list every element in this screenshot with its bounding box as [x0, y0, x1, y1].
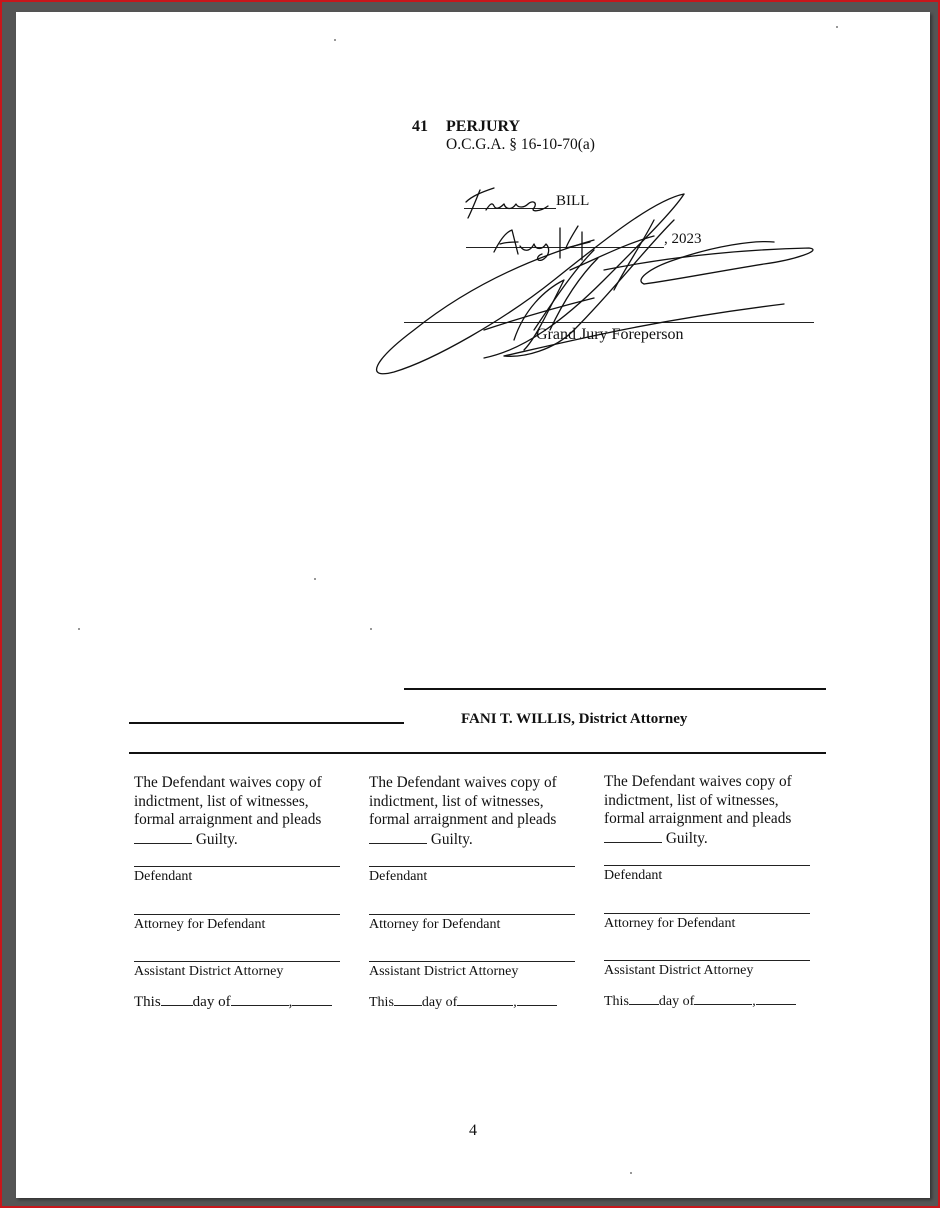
defendant-label: Defendant — [369, 869, 428, 884]
da-signature-line — [404, 688, 826, 690]
defendant-label: Defendant — [134, 869, 193, 884]
defendant-column-2 — [369, 774, 579, 1012]
attorney-signature-line[interactable] — [134, 914, 340, 915]
page-number: 4 — [469, 1122, 477, 1139]
day-blank[interactable] — [629, 991, 659, 1005]
ada-label: Assistant District Attorney — [134, 964, 284, 979]
date-of-plea-line — [604, 991, 814, 1012]
date-of-plea-line — [369, 992, 579, 1013]
day-blank[interactable] — [161, 992, 193, 1006]
bill-label: BILL — [556, 193, 590, 209]
day-of-label: day of — [421, 994, 458, 1010]
defendant-label: Defendant — [604, 868, 663, 883]
count-number: 41 — [412, 118, 428, 135]
document-page — [16, 12, 930, 1198]
month-blank[interactable] — [457, 992, 513, 1006]
foreperson-label: Grand Jury Foreperson — [536, 326, 684, 343]
attorney-signature-line[interactable] — [369, 914, 575, 915]
day-of-label: day of — [192, 993, 231, 1010]
guilty-label: Guilty. — [430, 830, 473, 848]
comma: , — [752, 993, 756, 1009]
ada-signature-line[interactable] — [369, 961, 575, 962]
year-blank[interactable] — [517, 992, 557, 1006]
month-blank[interactable] — [694, 991, 752, 1005]
district-attorney-name: FANI T. WILLIS, District Attorney — [461, 711, 688, 727]
this-label: This — [134, 993, 161, 1010]
attorney-signature-line[interactable] — [604, 913, 810, 914]
attorney-label: Attorney for Defendant — [604, 915, 736, 931]
scan-speck — [334, 39, 336, 41]
scan-speck — [630, 1172, 632, 1174]
plea-blank[interactable] — [134, 830, 192, 844]
scan-speck — [370, 628, 372, 630]
year-blank[interactable] — [292, 992, 332, 1006]
year-blank[interactable] — [756, 991, 796, 1005]
defendant-column-3 — [604, 773, 814, 1011]
ada-label: Assistant District Attorney — [369, 964, 519, 979]
bill-date-year: , 2023 — [664, 231, 702, 247]
guilty-label: Guilty. — [195, 830, 238, 848]
scan-speck — [78, 628, 80, 630]
count-statute: O.C.G.A. § 16-10-70(a) — [446, 136, 595, 153]
plea-blank[interactable] — [369, 830, 427, 844]
scan-speck — [836, 26, 838, 28]
da-bottom-rule — [129, 752, 826, 754]
attorney-label: Attorney for Defendant — [369, 916, 501, 932]
da-left-rule — [129, 722, 404, 724]
ada-signature-line[interactable] — [134, 961, 340, 962]
defendant-signature-line[interactable] — [369, 866, 575, 867]
comma: , — [288, 993, 293, 1010]
day-blank[interactable] — [394, 992, 422, 1006]
attorney-label: Attorney for Defendant — [134, 916, 266, 932]
month-blank[interactable] — [231, 992, 289, 1006]
comma: , — [513, 994, 517, 1010]
waiver-text: The Defendant waives copy of indictment, list of witnesses, formal arraignment and pleads — [134, 774, 322, 828]
ada-label: Assistant District Attorney — [604, 963, 754, 978]
defendant-column-1 — [134, 774, 344, 1011]
defendant-signature-line[interactable] — [134, 866, 340, 867]
date-of-plea-line — [134, 992, 344, 1012]
plea-blank[interactable] — [604, 829, 662, 843]
waiver-text-block — [369, 774, 579, 848]
this-label: This — [604, 993, 629, 1009]
scan-speck — [314, 578, 316, 580]
day-of-label: day of — [658, 993, 695, 1009]
count-title: PERJURY — [446, 118, 521, 135]
waiver-text-block — [604, 773, 814, 847]
waiver-text: The Defendant waives copy of indictment, list of witnesses, formal arraignment and pleads — [369, 774, 557, 828]
guilty-label: Guilty. — [665, 829, 708, 847]
handwritten-signature — [354, 180, 804, 380]
waiver-text-block — [134, 774, 344, 848]
defendant-signature-line[interactable] — [604, 865, 810, 866]
this-label: This — [369, 994, 394, 1010]
waiver-text: The Defendant waives copy of indictment, list of witnesses, formal arraignment and pleads — [604, 773, 792, 827]
ada-signature-line[interactable] — [604, 960, 810, 961]
